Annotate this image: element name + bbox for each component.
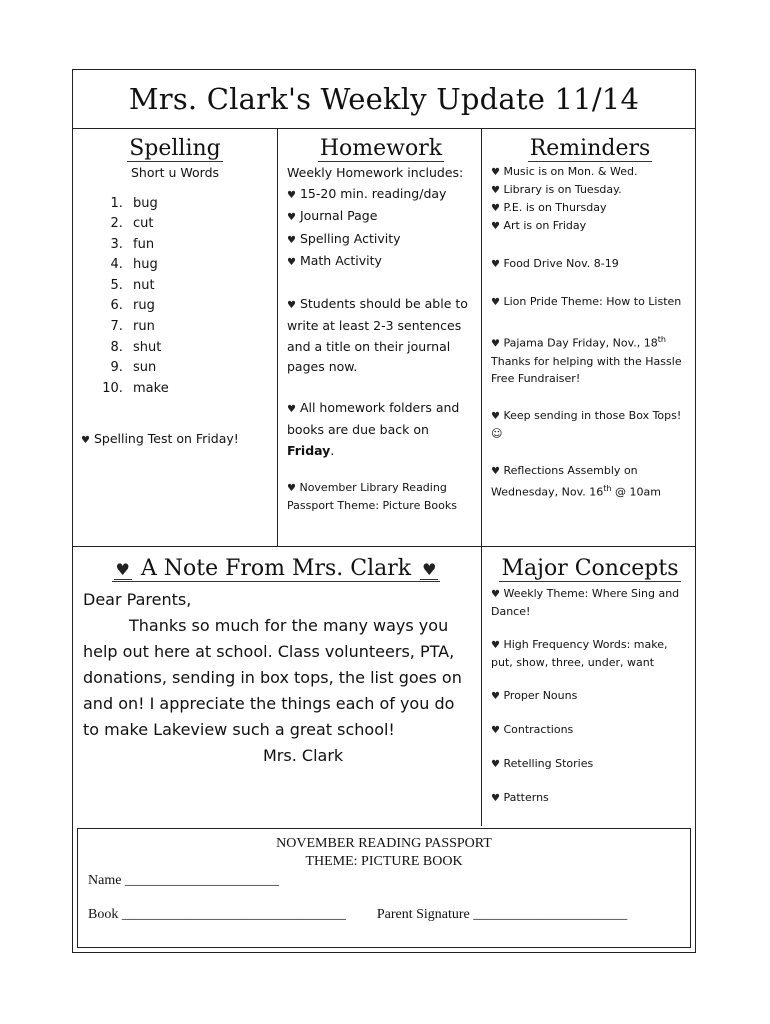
list-item: ♥ Retelling Stories	[491, 757, 594, 770]
heart-icon: ♥	[287, 212, 296, 223]
list-item: 2. cut	[127, 214, 267, 235]
note-signature: Mrs. Clark	[263, 746, 344, 765]
list-item: 1. bug	[127, 194, 267, 215]
list-item: ♥ Journal Page	[287, 208, 378, 223]
pajama-day-note: ♥ Pajama Day Friday, Nov., 18th Thanks for helping with the Hassle Free Fundraiser!	[491, 335, 682, 385]
box-tops-note: ♥ Keep sending in those Box Tops! ☺	[491, 408, 682, 440]
homework-library-note: ♥ November Library Reading Passport Theme: Picture Books	[287, 481, 457, 512]
reminders-heading: Reminders	[529, 136, 651, 161]
heart-icon: ♥	[491, 465, 500, 477]
reading-passport-form	[77, 828, 691, 948]
heart-icon: ♥	[287, 299, 296, 311]
lion-pride-note: ♥ Lion Pride Theme: How to Listen	[491, 295, 682, 308]
passport-title: NOVEMBER READING PASSPORT	[276, 836, 492, 851]
list-item: ♥ Art is on Friday	[491, 219, 587, 232]
list-item: 3. fun	[127, 235, 267, 256]
passport-name-field[interactable]: Name ______________________	[88, 873, 279, 888]
passport-book-row	[88, 905, 690, 925]
heart-icon: ♥	[491, 221, 500, 232]
heart-icon: ♥	[115, 560, 130, 579]
list-item: ♥ Spelling Activity	[287, 230, 401, 246]
passport-book-field[interactable]: Book ________________________________	[88, 907, 346, 922]
spelling-heading: Spelling	[129, 136, 221, 161]
heart-icon: ♥	[491, 185, 500, 196]
homework-intro: Weekly Homework includes:	[287, 165, 464, 180]
passport-theme: THEME: PICTURE BOOK	[305, 854, 463, 869]
list-item: ♥ Patterns	[491, 791, 549, 804]
reminders-section	[482, 136, 695, 500]
heart-icon: ♥	[287, 257, 296, 268]
spelling-word-list	[83, 194, 267, 400]
heart-icon: ♥	[287, 189, 296, 201]
list-item: 5. nut	[127, 276, 267, 297]
heart-icon: ♥	[491, 338, 500, 350]
heart-icon: ♥	[491, 759, 500, 770]
heart-icon: ♥	[491, 589, 500, 600]
list-item: 9. sun	[127, 358, 267, 379]
note-heading: ♥ A Note From Mrs. Clark ♥	[83, 556, 469, 581]
homework-section	[278, 136, 481, 514]
note-body: Thanks so much for the many ways you help out here at school. Class volunteers, PTA, donations, sending in box tops, the list goes on and on! I appreciate the things each of you do to make Lakeview such a great school!	[83, 616, 462, 739]
list-item: ♥ High Frequency Words: make, put, show, three, under, want	[491, 638, 668, 669]
list-item: ♥ P.E. is on Thursday	[491, 201, 607, 214]
heart-icon: ♥	[491, 259, 500, 270]
newsletter-page	[72, 69, 696, 953]
heart-icon: ♥	[287, 234, 296, 246]
concepts-section	[482, 556, 695, 807]
note-greeting: Dear Parents,	[83, 590, 192, 609]
list-item: ♥ Contractions	[491, 723, 574, 736]
spelling-section	[73, 136, 277, 452]
heart-icon: ♥	[491, 297, 500, 308]
list-item: ♥ Weekly Theme: Where Sing and Dance!	[491, 587, 680, 618]
heart-icon: ♥	[422, 560, 437, 579]
list-item: ♥ Math Activity	[287, 253, 382, 268]
homework-journal-note: ♥ Students should be able to write at least 2-3 sentences and a title on their journal pages now.	[287, 295, 468, 374]
list-item: 10. make	[127, 379, 267, 400]
spelling-test-note: ♥ Spelling Test on Friday!	[81, 431, 239, 447]
list-item: ♥ 15-20 min. reading/day	[287, 185, 447, 201]
newsletter-title: Mrs. Clark's Weekly Update 11/14	[73, 70, 695, 129]
heart-icon: ♥	[287, 403, 296, 415]
heart-icon: ♥	[491, 640, 500, 651]
list-item: 6. rug	[127, 296, 267, 317]
food-drive-note: ♥ Food Drive Nov. 8-19	[491, 257, 619, 270]
list-item: ♥ Proper Nouns	[491, 689, 578, 702]
concepts-heading: Major Concepts	[501, 556, 679, 581]
note-section	[73, 556, 481, 769]
heart-icon: ♥	[491, 725, 500, 736]
divider-middle-row	[73, 546, 695, 547]
passport-signature-field[interactable]: Parent Signature ______________________	[376, 907, 628, 922]
list-item: 4. hug	[127, 255, 267, 276]
spelling-subtitle: Short u Words	[130, 165, 220, 180]
reflections-note: ♥ Reflections Assembly on Wednesday, Nov. 16th @ 10am	[491, 463, 661, 499]
heart-icon: ♥	[491, 793, 500, 804]
heart-icon: ♥	[491, 410, 500, 422]
homework-heading: Homework	[319, 136, 443, 161]
list-item: ♥ Library is on Tuesday.	[491, 183, 622, 196]
heart-icon: ♥	[491, 203, 500, 214]
heart-icon: ♥	[287, 483, 296, 494]
homework-folders-note: ♥ All homework folders and books are due back on Friday.	[287, 399, 460, 458]
list-item: ♥ Music is on Mon. & Wed.	[491, 165, 638, 178]
list-item: 8. shut	[127, 338, 267, 359]
heart-icon: ♥	[81, 435, 90, 447]
heart-icon: ♥	[491, 167, 500, 178]
heart-icon: ♥	[491, 691, 500, 702]
list-item: 7. run	[127, 317, 267, 338]
